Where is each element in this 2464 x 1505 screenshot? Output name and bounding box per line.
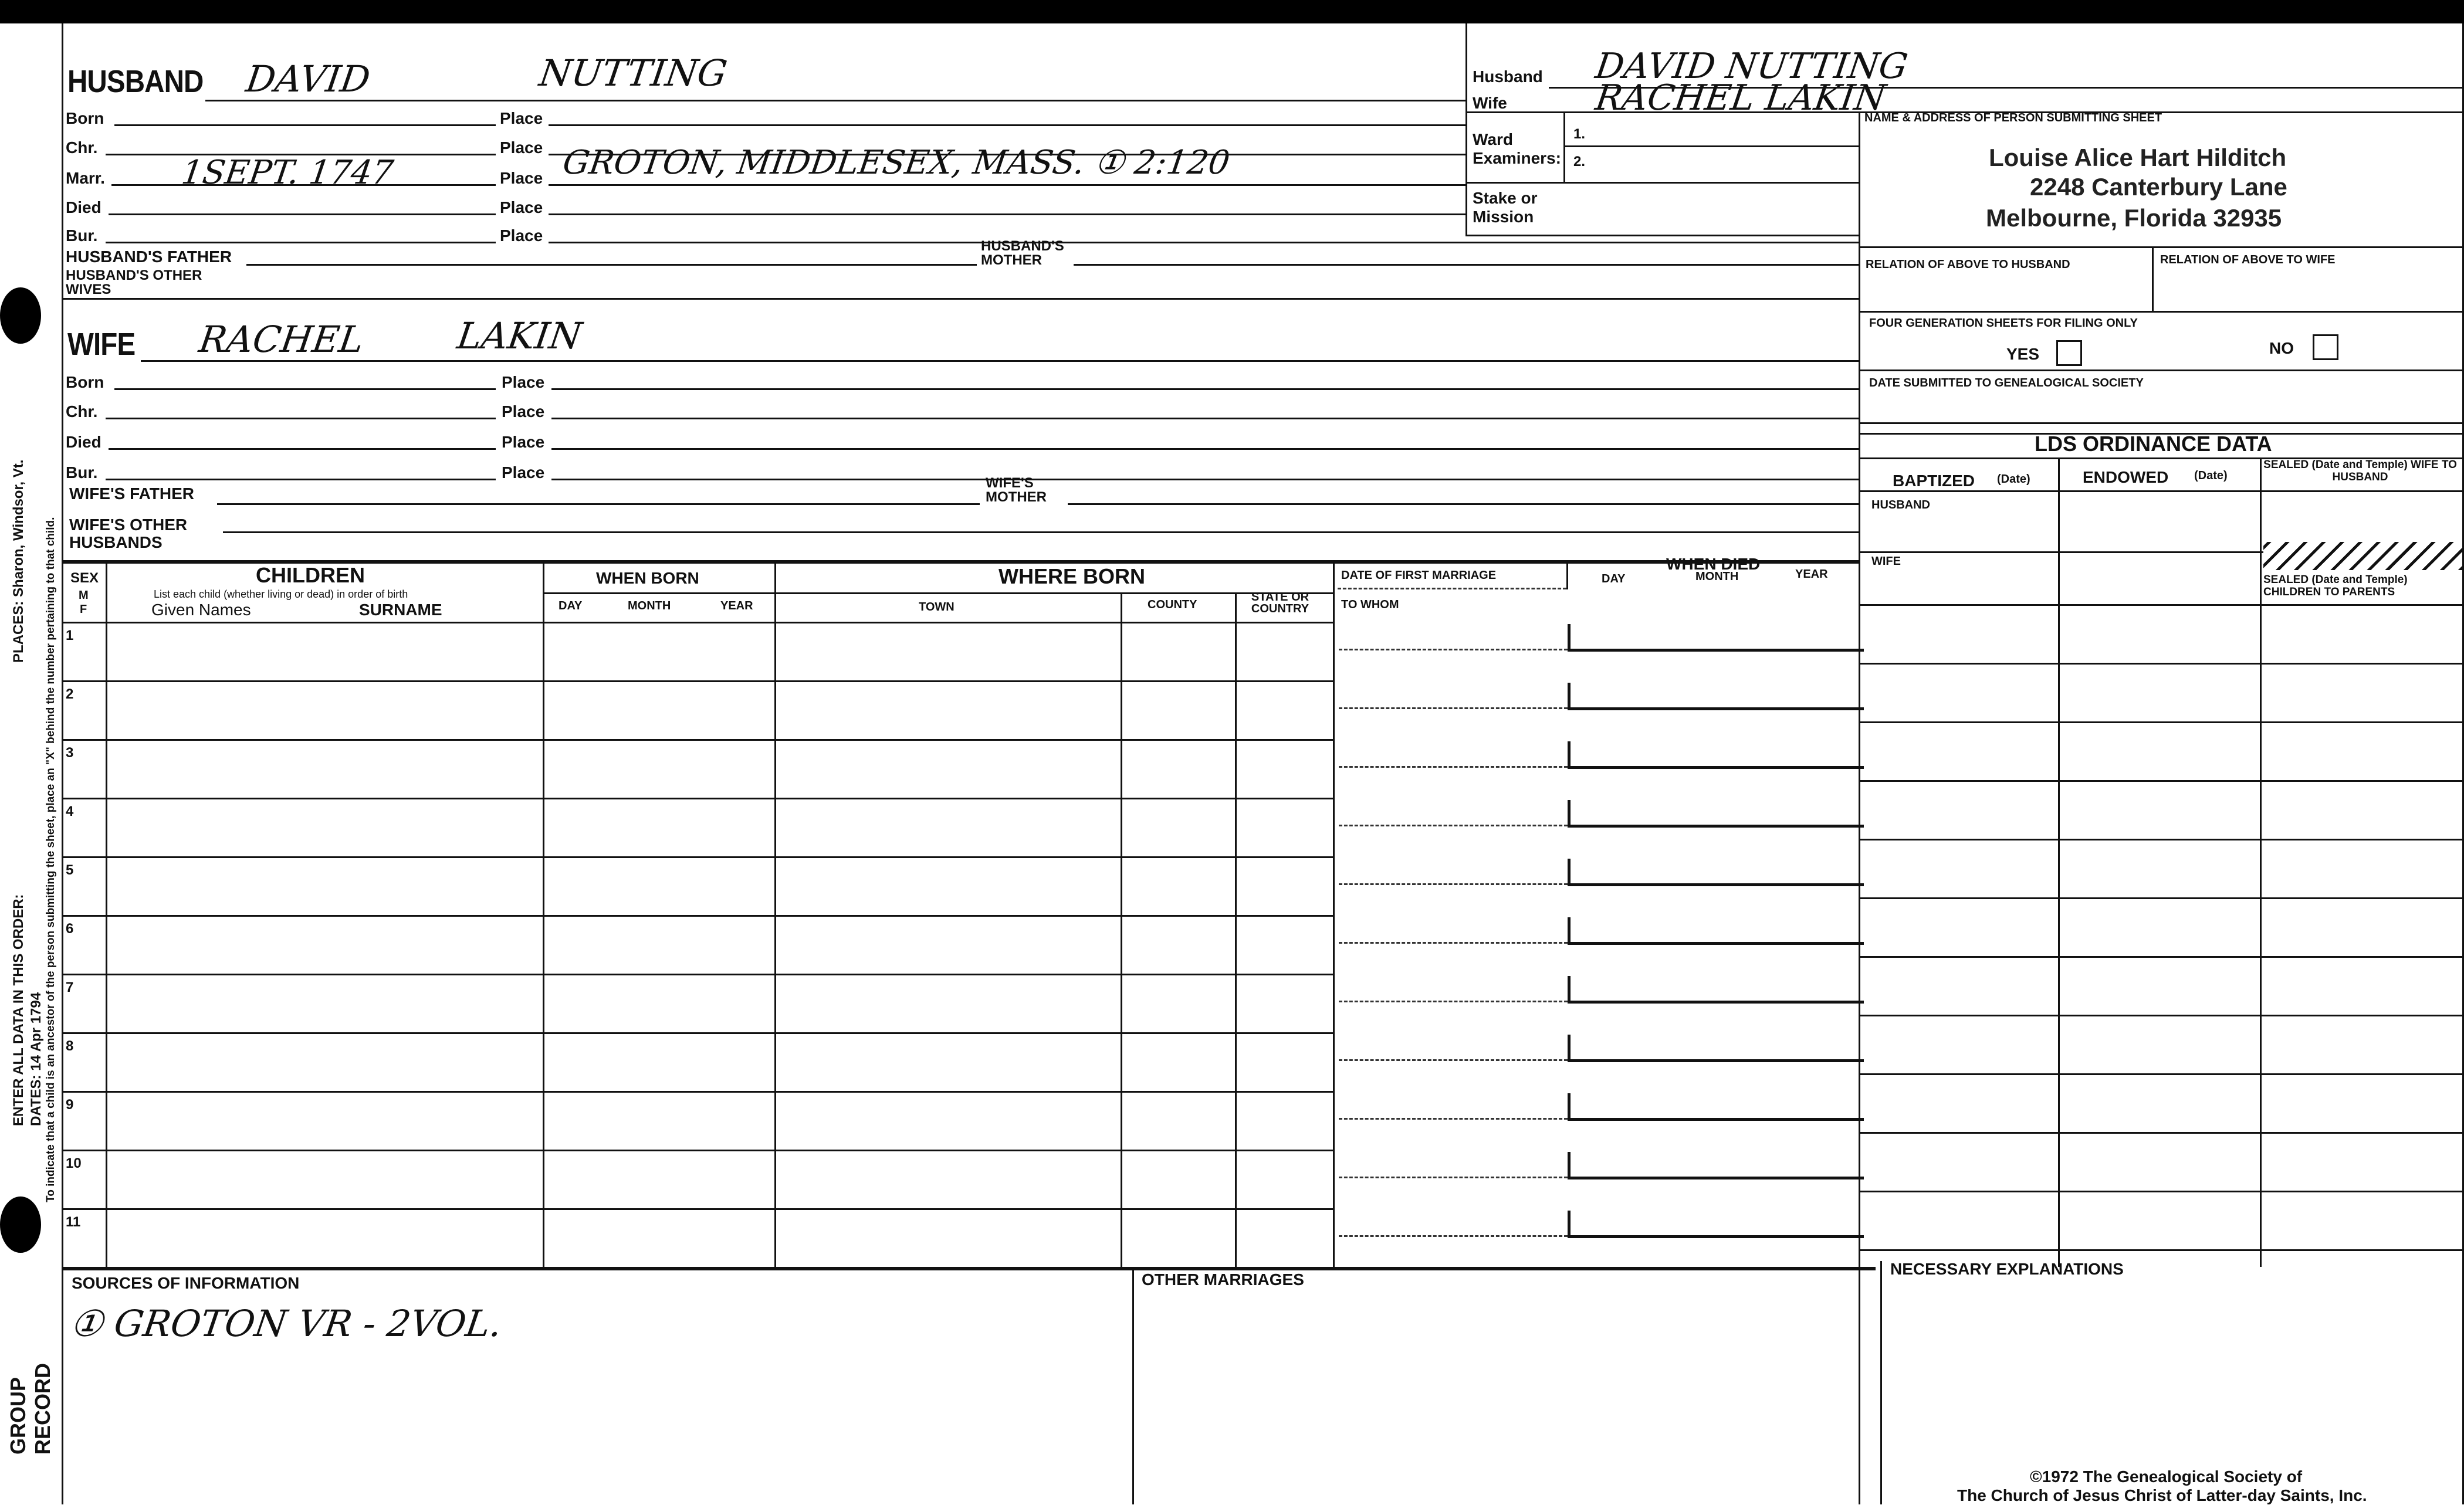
state-label: STATE OR COUNTRY	[1251, 591, 1309, 615]
child-marriage-dash	[1339, 766, 1568, 768]
child-marriage-dash	[1339, 825, 1568, 826]
col-town	[1121, 592, 1122, 1267]
wife-other-husbands-line	[223, 531, 1859, 533]
husband-born-line	[114, 124, 496, 126]
submitter-name: Louise Alice Hart Hilditch	[1989, 144, 2287, 171]
right-wife-label: Wife	[1473, 94, 1507, 112]
wife-name-line	[141, 360, 1859, 362]
lds-row-line	[1859, 1132, 2462, 1134]
lds-col-1	[2058, 457, 2060, 1267]
group-label: GROUP	[6, 1377, 30, 1455]
date-submitted-label: DATE SUBMITTED TO GENEALOGICAL SOCIETY	[1869, 377, 2144, 389]
other-marriages-label: OTHER MARRIAGES	[1142, 1270, 1304, 1289]
wife-bur-line	[106, 479, 496, 480]
child-died-box[interactable]	[1568, 800, 1864, 828]
child-row-line	[62, 798, 1333, 799]
dates-instruction: DATES: 14 Apr 1794	[28, 992, 44, 1126]
day-label: DAY	[559, 599, 583, 612]
ward-examiners-label: Ward Examiners:	[1473, 130, 1561, 167]
child-row-number: 1	[66, 628, 74, 643]
lds-row-line	[1859, 956, 2462, 958]
husband-chr-label: Chr.	[66, 138, 98, 157]
wife-chr-label: Chr.	[66, 402, 98, 421]
lds-wife-line	[1859, 604, 2462, 606]
binder-hole-bottom	[0, 1196, 41, 1253]
child-died-box[interactable]	[1568, 1211, 1864, 1238]
child-marriage-dash	[1339, 942, 1568, 944]
first-marriage-label: DATE OF FIRST MARRIAGE	[1341, 569, 1497, 582]
child-row-number: 4	[66, 804, 74, 819]
child-row-number: 11	[66, 1214, 81, 1230]
husband-born-place-line	[549, 124, 1465, 126]
relation-bottom-line	[1859, 311, 2462, 313]
sealed-hatch	[2263, 542, 2462, 570]
right-husband-value[interactable]: DAVID NUTTING	[1593, 46, 1910, 87]
child-marriage-dash	[1339, 1177, 1568, 1178]
relation-wife-label: RELATION OF ABOVE TO WIFE	[2160, 253, 2336, 266]
child-marriage-dash	[1339, 1118, 1568, 1120]
wife-given-name[interactable]: RACHEL	[196, 318, 367, 361]
child-row-line	[62, 1150, 1333, 1151]
husband-marr-line	[111, 184, 496, 186]
child-died-box[interactable]	[1568, 917, 1864, 945]
wife-born-label: Born	[66, 373, 104, 391]
wife-surname[interactable]: LAKIN	[454, 314, 585, 357]
child-row-number: 8	[66, 1038, 74, 1054]
four-gen-line	[1859, 370, 2462, 371]
husband-marriage-date[interactable]: 1SEPT. 1747	[179, 154, 396, 192]
husband-mother-line	[1074, 264, 1859, 266]
husband-given-name[interactable]: DAVID	[243, 57, 373, 100]
child-marriage-dash	[1339, 649, 1568, 650]
wife-chr-place-label: Place	[502, 402, 545, 421]
wife-father-label: WIFE'S FATHER	[69, 484, 195, 503]
baptized-label: BAPTIZED	[1893, 472, 1975, 490]
month-label: MONTH	[628, 599, 671, 612]
lds-title: LDS ORDINANCE DATA	[2035, 432, 2272, 456]
other-marriages-divider	[1132, 1267, 1134, 1504]
husband-mother-label: HUSBAND'S MOTHER	[981, 238, 1064, 268]
husband-marr-place-label: Place	[500, 169, 543, 187]
to-whom-label: TO WHOM	[1341, 598, 1399, 611]
husband-marr-place-line	[549, 184, 1465, 186]
child-row-line	[62, 1032, 1333, 1034]
husband-bur-line	[106, 242, 496, 243]
wife-born-place-label: Place	[502, 373, 545, 391]
relation-husband-label: RELATION OF ABOVE TO HUSBAND	[1866, 258, 2070, 271]
sources-label: SOURCES OF INFORMATION	[72, 1274, 300, 1292]
lds-row-line	[1859, 663, 2462, 665]
relation-divider	[2152, 246, 2154, 311]
children-bottom-line	[62, 1267, 1876, 1270]
submitter-label: NAME & ADDRESS OF PERSON SUBMITTING SHEET	[1864, 111, 2162, 124]
children-title: CHILDREN	[256, 563, 365, 587]
sources-value[interactable]: ① GROTON VR - 2VOL.	[67, 1302, 505, 1345]
wife-bur-place-label: Place	[502, 463, 545, 482]
lds-row-line	[1859, 721, 2462, 723]
lds-header-line	[1859, 490, 2462, 492]
child-died-box[interactable]	[1568, 683, 1864, 710]
wife-chr-place-line	[551, 418, 1859, 419]
yes-checkbox[interactable]	[2056, 340, 2082, 366]
col-sex	[106, 560, 107, 1267]
copyright-line-2: The Church of Jesus Christ of Latter-day Saints, Inc.	[1957, 1486, 2367, 1504]
child-row-number: 3	[66, 745, 74, 761]
husband-name-line	[205, 100, 1465, 101]
date-submitted-line	[1859, 422, 2462, 424]
husband-born-place-label: Place	[500, 109, 543, 127]
husband-died-line	[109, 213, 496, 215]
endowed-label: ENDOWED	[2083, 468, 2169, 486]
wife-title: WIFE	[67, 327, 136, 362]
child-died-box[interactable]	[1568, 624, 1864, 652]
husband-bur-place-line	[549, 242, 1859, 243]
when-born-line	[543, 592, 1333, 594]
child-row-line	[62, 1091, 1333, 1093]
child-marriage-dash	[1339, 1001, 1568, 1002]
died-year-label: YEAR	[1795, 568, 1828, 581]
child-marriage-dash	[1339, 1059, 1568, 1061]
col-state	[1333, 560, 1335, 1267]
child-died-box[interactable]	[1568, 859, 1864, 886]
copyright-line-1: ©1972 The Genealogical Society of	[2030, 1467, 2303, 1486]
husband-born-label: Born	[66, 109, 104, 127]
explanations-label: NECESSARY EXPLANATIONS	[1890, 1260, 2124, 1278]
sex-m: M	[79, 589, 89, 602]
child-row-number: 2	[66, 686, 74, 702]
child-died-box[interactable]	[1568, 1093, 1864, 1121]
wife-died-place-line	[551, 448, 1859, 450]
endowed-date-label: (Date)	[2194, 469, 2228, 482]
ward-2: 2.	[1573, 154, 1586, 170]
lds-row-line	[1859, 780, 2462, 782]
child-row-number: 6	[66, 921, 74, 937]
child-died-box[interactable]	[1568, 741, 1864, 769]
wife-bur-place-line	[551, 479, 1859, 480]
husband-surname[interactable]: NUTTING	[536, 52, 730, 94]
husband-marriage-place[interactable]: GROTON, MIDDLESEX, MASS. ① 2:120	[560, 144, 1233, 182]
child-died-box[interactable]	[1568, 976, 1864, 1004]
col-died-left	[1566, 560, 1568, 589]
no-label: NO	[2269, 339, 2294, 357]
husband-other-wives-line	[62, 298, 1859, 300]
child-marriage-dash	[1339, 883, 1568, 885]
child-marriage-dash	[1339, 1235, 1568, 1237]
child-row-number: 10	[66, 1155, 82, 1171]
lds-husband-row: HUSBAND	[1871, 499, 1930, 511]
county-label: COUNTY	[1148, 598, 1197, 611]
child-row-line	[62, 974, 1333, 975]
wife-other-husbands-label: WIFE'S OTHER HUSBANDS	[69, 516, 188, 551]
given-names-label: Given Names	[151, 601, 251, 619]
child-row-line	[62, 915, 1333, 917]
wife-bur-label: Bur.	[66, 463, 98, 482]
left-frame	[62, 23, 63, 1504]
husband-father-label: HUSBAND'S FATHER	[66, 248, 232, 266]
husband-father-line	[246, 264, 977, 266]
child-died-box[interactable]	[1568, 1035, 1864, 1062]
binder-hole-top	[0, 287, 41, 344]
lds-row-line	[1859, 897, 2462, 899]
sealed-wife-label: SEALED (Date and Temple) WIFE TO HUSBAND	[2263, 459, 2457, 483]
col-names	[543, 560, 544, 1267]
top-border	[0, 0, 2464, 23]
sex-f: F	[80, 603, 87, 616]
wife-chr-line	[106, 418, 496, 419]
husband-died-place-line	[549, 213, 1465, 215]
husband-bur-place-label: Place	[500, 226, 543, 245]
lds-wife-row: WIFE	[1871, 555, 1901, 568]
died-day-label: DAY	[1602, 572, 1626, 585]
enter-instruction: ENTER ALL DATA IN THIS ORDER:	[11, 894, 26, 1126]
child-row-number: 5	[66, 862, 74, 878]
lds-row-line	[1859, 1249, 2462, 1251]
right-wife-value[interactable]: RACHEL LAKIN	[1593, 77, 1888, 118]
child-row-line	[62, 680, 1333, 682]
four-gen-label: FOUR GENERATION SHEETS FOR FILING ONLY	[1869, 317, 2138, 330]
record-label: RECORD	[31, 1362, 55, 1455]
sealed-children-label: SEALED (Date and Temple) CHILDREN TO PARENTS	[2263, 574, 2408, 598]
lds-col-2	[2260, 457, 2262, 1267]
submitter-city: Melbourne, Florida 32935	[1986, 204, 2282, 232]
died-month-label: MONTH	[1695, 570, 1739, 583]
child-row-number: 7	[66, 979, 74, 995]
where-born-label: WHERE BORN	[999, 564, 1145, 588]
husband-title: HUSBAND	[67, 64, 204, 99]
stake-line	[1465, 235, 1859, 236]
husband-died-label: Died	[66, 198, 101, 216]
first-marriage-dash	[1338, 588, 1566, 589]
town-label: TOWN	[919, 601, 955, 613]
lds-row-line	[1859, 839, 2462, 840]
col-born	[774, 560, 776, 1267]
husband-other-wives-label: HUSBAND'S OTHER WIVES	[66, 267, 202, 297]
when-born-label: WHEN BORN	[596, 569, 699, 587]
wife-mother-label: WIFE'S MOTHER	[986, 475, 1047, 505]
ward-1: 1.	[1573, 126, 1586, 142]
no-checkbox[interactable]	[2313, 334, 2338, 360]
surname-label: SURNAME	[359, 601, 442, 619]
child-row-line	[62, 856, 1333, 858]
lds-row-line	[1859, 1191, 2462, 1192]
explanations-divider	[1880, 1261, 1882, 1504]
wife-died-place-label: Place	[502, 433, 545, 451]
wife-born-place-line	[551, 388, 1859, 390]
sex-label: SEX	[70, 570, 99, 586]
wife-born-line	[114, 388, 496, 390]
child-marriage-dash	[1339, 707, 1568, 709]
ward-2-line	[1465, 182, 1859, 184]
wife-died-label: Died	[66, 433, 101, 451]
child-died-box[interactable]	[1568, 1152, 1864, 1179]
wife-died-line	[109, 448, 496, 450]
places-instruction: PLACES: Sharon, Windsor, Vt.	[11, 459, 26, 663]
when-died-label: WHEN DIED	[1666, 555, 1761, 573]
husband-chr-place-label: Place	[500, 138, 543, 157]
ward-1-line	[1563, 145, 1859, 147]
child-row-line	[62, 1208, 1333, 1210]
child-row-line	[62, 739, 1333, 741]
ancestor-instruction: To indicate that a child is an ancestor of the person submitting the sheet, place an "X" behind the number pertaining to that child.	[45, 517, 57, 1202]
middle-divider	[1465, 23, 1467, 235]
relation-top-line	[1859, 246, 2462, 248]
husband-died-place-label: Place	[500, 198, 543, 216]
children-header-line	[62, 622, 1333, 623]
yes-label: YES	[2006, 345, 2040, 363]
child-row-number: 9	[66, 1097, 74, 1113]
lds-row-line	[1859, 1015, 2462, 1016]
lds-row-line	[1859, 1073, 2462, 1075]
baptized-date-label: (Date)	[1997, 473, 2030, 486]
year-label: YEAR	[720, 599, 753, 612]
col-county	[1235, 592, 1237, 1267]
children-instruction: List each child (whether living or dead) in order of birth	[154, 588, 408, 600]
right-husband-label: Husband	[1473, 67, 1543, 86]
stake-label: Stake or Mission	[1473, 189, 1538, 226]
husband-bur-label: Bur.	[66, 226, 98, 245]
wife-mother-line	[1068, 503, 1859, 505]
submitter-address: 2248 Canterbury Lane	[2030, 173, 2287, 201]
husband-marr-label: Marr.	[66, 169, 105, 187]
wife-father-line	[217, 503, 980, 505]
